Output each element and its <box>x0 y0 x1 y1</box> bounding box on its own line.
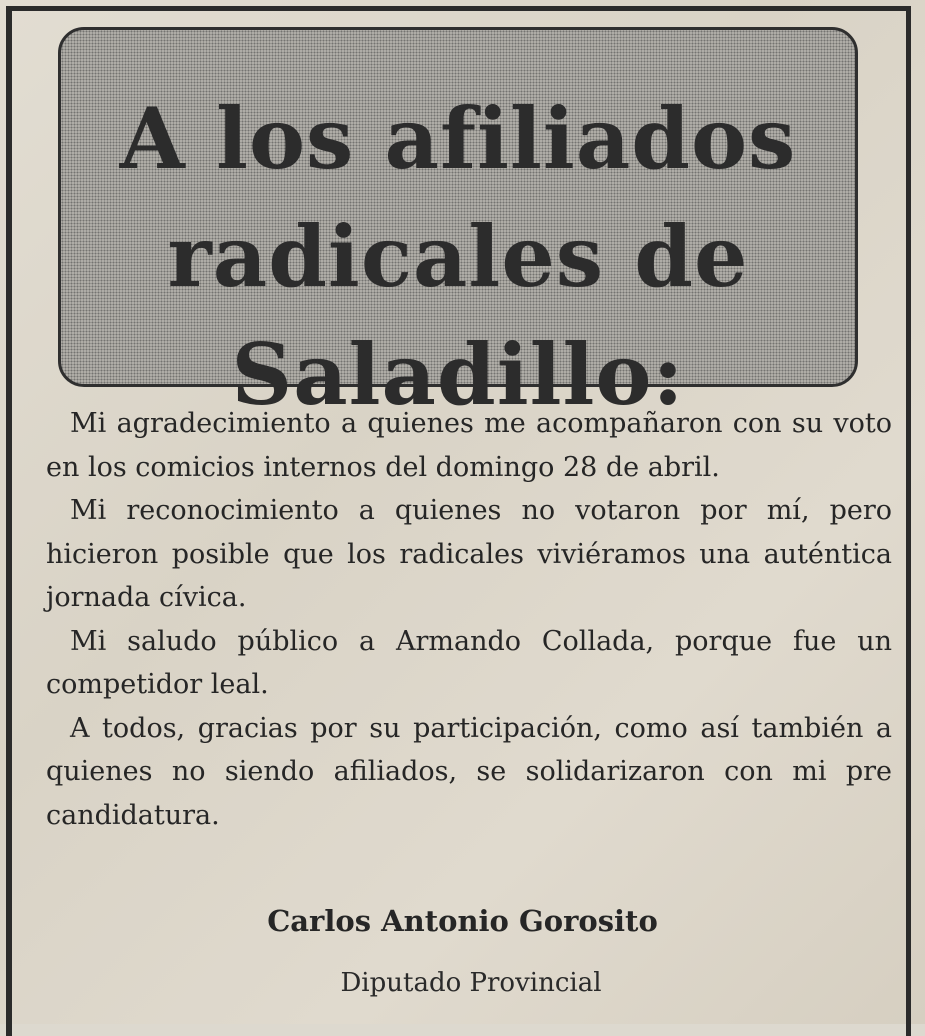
paragraph-recognition: Mi reconocimiento a quienes no votaron por mí, pero hicieron posible que los radicales viviéramos una auténtica jornada cívica. <box>46 495 892 613</box>
headline-line-2: radicales de <box>167 207 749 306</box>
message-body <box>46 402 892 837</box>
headline-box <box>58 27 858 424</box>
headline-line-3: Saladillo: <box>231 325 685 424</box>
headline-line-1: A los afiliados <box>119 89 797 188</box>
paragraph-closing: A todos, gracias por su participación, como así también a quienes no siendo afiliados, se solidarizaron con mi pre candidatura. <box>46 712 892 831</box>
headline <box>61 80 855 434</box>
signature-position: Diputado Provincial <box>340 968 602 998</box>
signature-name: Carlos Antonio Gorosito <box>267 904 658 938</box>
paragraph-greeting: Mi saludo público a Armando Collada, porque fue un competidor leal. <box>46 625 892 700</box>
paragraph-thanks: Mi agradecimiento a quienes me acompañaron con su voto en los comicios internos del domingo 28 de abril. <box>46 408 892 483</box>
